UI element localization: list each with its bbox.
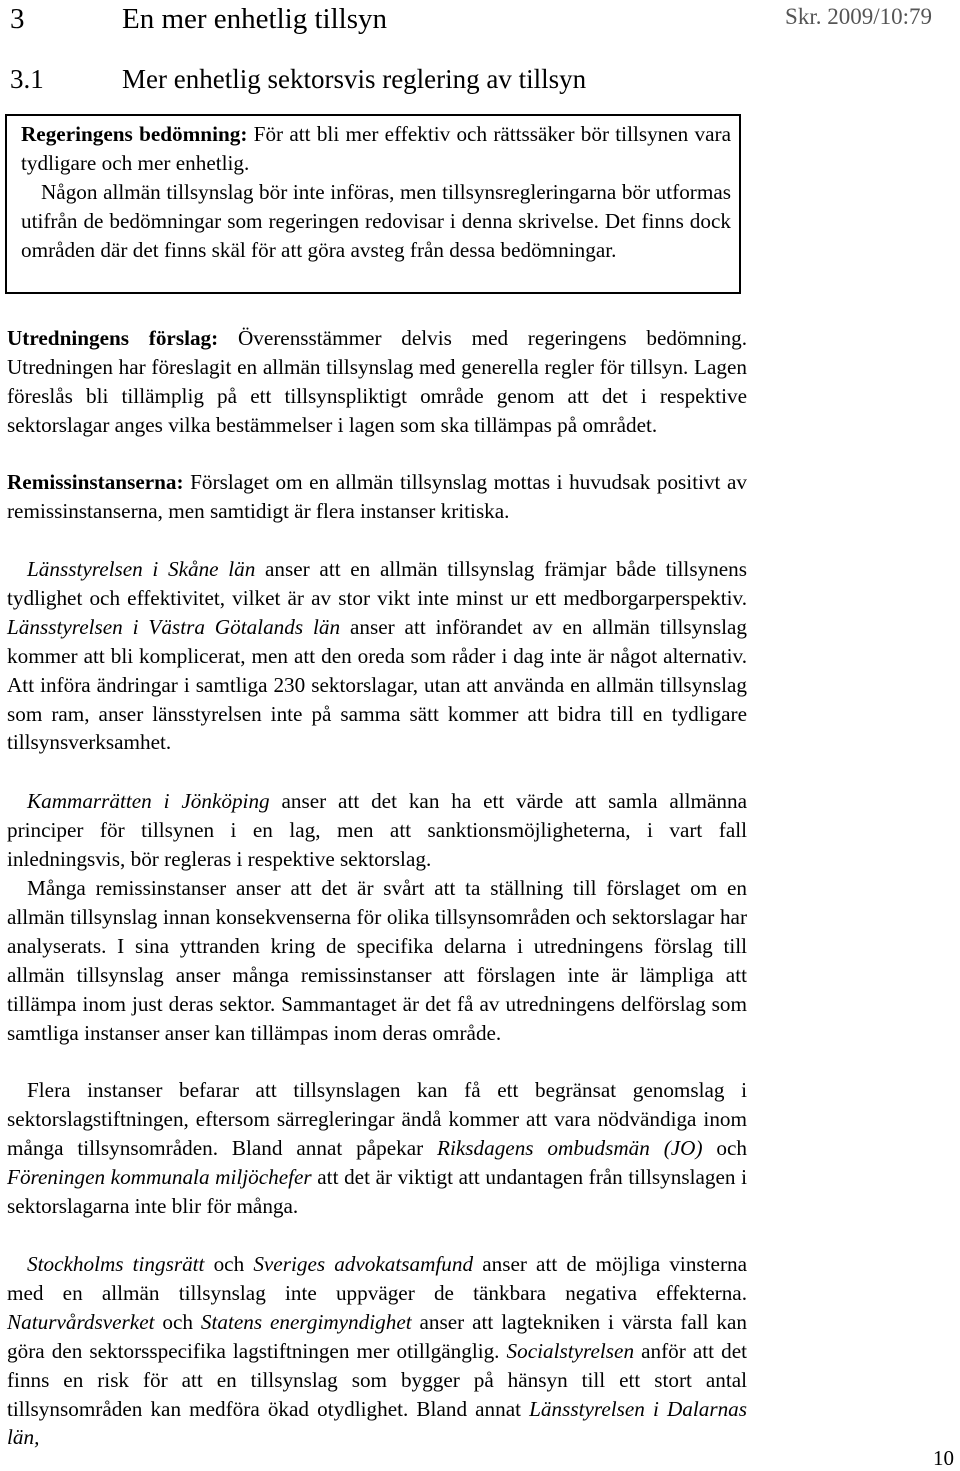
section-number: 3.1 <box>10 64 44 94</box>
government-assessment-text-2: Någon allmän tillsynslag bör inte införas, men tillsynsregleringarna bör utformas utifrån de bedömningar som regeringen redovisar i denna skrivelse. Det finns dock områden där det finns skäl för att göra avsteg från dessa bedömningar. <box>21 180 731 262</box>
page-number: 10 <box>933 1446 954 1470</box>
paragraph-2: Kammarrätten i Jönköping anser att det kan ha ett värde att samla allmänna principer för tillsynen i en lag, men att sanktionsmöjligheterna, i vart fall inledningsvis, bör regleras i respektive sektorslag. <box>7 789 748 871</box>
paragraph-5: Stockholms tingsrätt och Sveriges advokatsamfund anser att de möjliga vinsterna med en allmän tillsynslag inte uppväger de tänkbara negativa effekterna. Naturvårdsverket och Statens energimyndighet anser att lagtekniken i värsta fall kan göra den sektorsspecifika lagstiftningen mer otillgänglig. Socialstyrelsen anför att det finns en risk för att en tillsynslag som bygger på hänsyn till ett stort antal tillsynsområden kan medföra ökad otydlighet. Bland annat Länsstyrelsen i Dalarnas län, <box>7 1252 748 1450</box>
paragraph-3: Många remissinstanser anser att det är svårt att ta ställning till förslaget om en allmän tillsynslag innan konsekvenserna för olika tillsynsområden och sektorslagar har analyserats. I sina yttranden kring de specifika delarna i utredningens förslag till allmän tillsynslag anser många remissinstanser att förslagen inte är lämpliga att tillämpa inom just deras sektor. Sammantaget är det få av utredningens delförslag som samtliga instanser anser kan tillämpas inom deras område. <box>7 876 747 1045</box>
consultation-bodies: Remissinstanserna: Förslaget om en allmän tillsynslag mottas i huvudsak positivt av remissinstanserna, men samtidigt är flera instanser kritiska. <box>7 470 747 523</box>
consultation-bodies-label: Remissinstanserna: <box>7 470 184 494</box>
inquiry-proposal-label: Utredningens förslag: <box>7 326 219 350</box>
government-assessment-text: Regeringens bedömning: För att bli mer effektiv och rättssäker bör tillsynen vara tydligare och mer enhetlig. <box>21 122 731 175</box>
paragraph-4: Flera instanser befarar att tillsynslagen kan få ett begränsat genomslag i sektorslagstiftningen, eftersom särregleringar ändå kommer att vara nödvändiga inom många tillsynsområden. Bland annat påpekar Riksdagens ombudsmän (JO) och Föreningen kommunala miljöchefer att det är viktigt att undantagen från tillsynslagen i sektorslagarna inte blir för många. <box>7 1078 747 1218</box>
chapter-number: 3 <box>10 3 25 35</box>
inquiry-proposal: Utredningens förslag: Överensstämmer delvis med regeringens bedömning. Utredningen har föreslagit en allmän tillsynslag med generella regler för tillsyn. Lagen föreslås bli tillämplig på ett tillsynspliktigt område genom att det i respektive sektorslagar anges vilka bestämmelser i lagen som ska tillämpas på området. <box>7 326 747 437</box>
section-title: Mer enhetlig sektorsvis reglering av tillsyn <box>122 64 587 94</box>
paragraph-1: Länsstyrelsen i Skåne län anser att en allmän tillsynslag främjar både tillsynens tydlighet och effektivitet, vilket är av stor vikt inte minst ur ett medborgarperspektiv. Länsstyrelsen i Västra Götalands län anser att införandet av en allmän tillsynslag kommer att bli komplicerat, men att den oreda som råder i dag inte är något alternativ. Att införa ändringar i samtliga 230 sektorslagar, utan att använda en allmän tillsynslag som ram, anser länsstyrelsen inte på samma sätt kommer att bidra till en tydligare tillsynsverksamhet. <box>7 557 747 755</box>
document-reference: Skr. 2009/10:79 <box>785 4 932 29</box>
government-assessment-label: Regeringens bedömning: <box>21 122 248 146</box>
chapter-title: En mer enhetlig tillsyn <box>122 3 387 35</box>
